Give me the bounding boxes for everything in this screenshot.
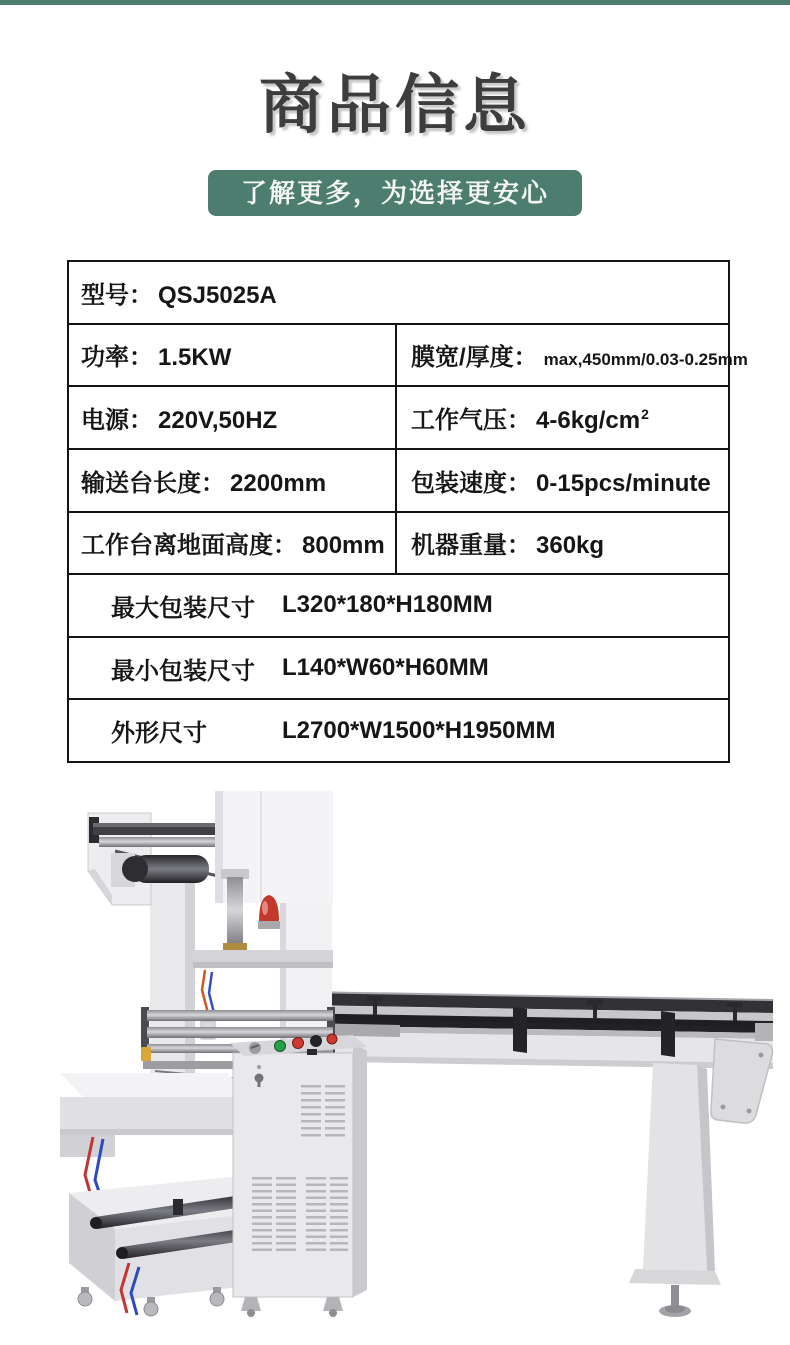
table-row-voltage-pressure bbox=[69, 385, 728, 448]
table-row-overall-size bbox=[69, 698, 728, 761]
table-row-height-weight bbox=[69, 511, 728, 574]
model-label: 型号： bbox=[81, 281, 153, 309]
table-row-conveyor-speed bbox=[69, 448, 728, 511]
air-pressure-label: 工作气压： bbox=[411, 407, 531, 435]
power-value: 1.5KW bbox=[158, 344, 232, 372]
film-width-value: max,450mm/0.03-0.25mm bbox=[543, 350, 748, 370]
spec-table bbox=[67, 260, 748, 763]
top-accent-bar bbox=[0, 0, 790, 5]
min-size-label: 最小包装尺寸 bbox=[111, 657, 255, 685]
control-cabinet bbox=[230, 1034, 367, 1317]
machine-weight-label: 机器重量： bbox=[411, 532, 531, 560]
film-width-cell bbox=[395, 325, 748, 386]
air-pressure-value: 4-6kg/cm bbox=[536, 407, 641, 435]
overall-size-cell bbox=[69, 700, 728, 761]
conveyor-length-value: 2200mm bbox=[230, 469, 327, 497]
power-label: 功率： bbox=[81, 344, 153, 372]
min-size-cell bbox=[69, 638, 728, 699]
overall-size-label: 外形尺寸 bbox=[111, 720, 207, 748]
subtitle-banner-text: 了解更多，为选择更安心 bbox=[240, 178, 549, 208]
film-width-label: 膜宽/厚度： bbox=[411, 344, 538, 372]
packing-speed-label: 包装速度： bbox=[411, 469, 531, 497]
table-height-cell bbox=[69, 513, 395, 574]
machine-weight-value: 360kg bbox=[536, 532, 605, 560]
packing-speed-cell bbox=[395, 450, 728, 511]
max-size-cell bbox=[69, 575, 728, 636]
table-row-model bbox=[69, 262, 728, 323]
table-row-max-size bbox=[69, 573, 728, 636]
voltage-label: 电源： bbox=[81, 407, 153, 435]
packing-speed-value: 0-15pcs/minute bbox=[536, 469, 711, 497]
product-image-machine bbox=[55, 785, 775, 1320]
voltage-value: 220V,50HZ bbox=[158, 407, 278, 435]
min-size-value: L140*W60*H60MM bbox=[282, 654, 489, 682]
table-height-value: 800mm bbox=[302, 532, 385, 560]
machine-weight-cell bbox=[395, 513, 728, 574]
max-size-value: L320*180*H180MM bbox=[282, 591, 493, 619]
subtitle-banner bbox=[208, 170, 582, 216]
voltage-cell bbox=[69, 387, 395, 448]
page-title: 商品信息 bbox=[259, 69, 531, 141]
air-pressure-superscript: 2 bbox=[641, 406, 649, 423]
overall-size-value: L2700*W1500*H1950MM bbox=[282, 716, 556, 744]
conveyor-length-label: 输送台长度： bbox=[81, 469, 225, 497]
model-value: QSJ5025A bbox=[158, 281, 277, 309]
table-height-label: 工作台离地面高度： bbox=[81, 532, 297, 560]
max-size-label: 最大包装尺寸 bbox=[111, 594, 255, 622]
air-pressure-cell bbox=[395, 387, 728, 448]
power-cell bbox=[69, 325, 395, 386]
table-row-power-film bbox=[69, 323, 748, 386]
conveyor-length-cell bbox=[69, 450, 395, 511]
table-row-min-size bbox=[69, 636, 728, 699]
model-cell bbox=[69, 262, 728, 323]
